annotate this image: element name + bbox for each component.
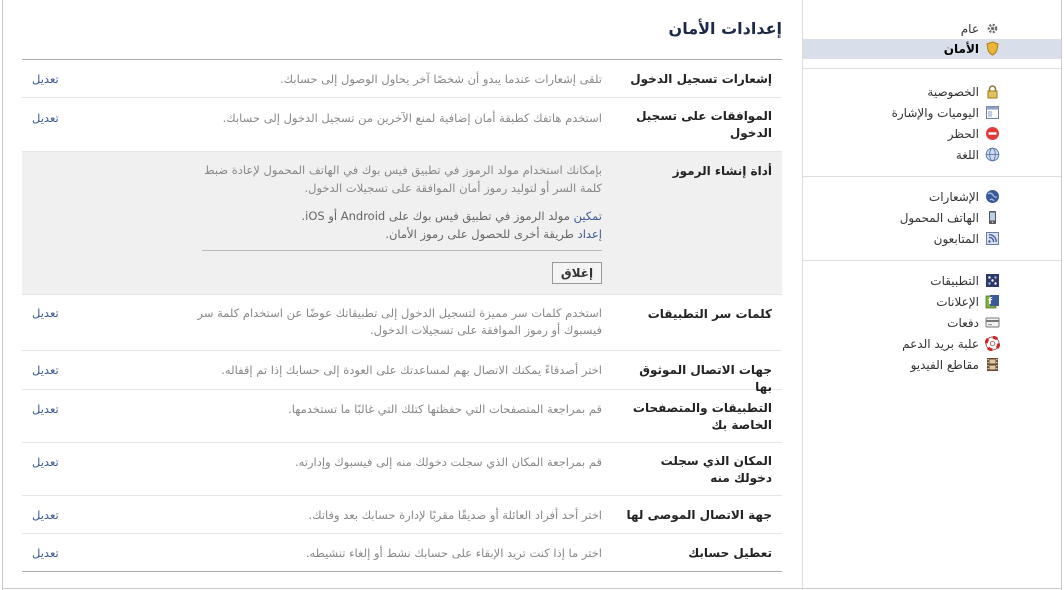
row-description: اختر أصدقاءً يمكنك الاتصال بهم لمساعدتك على العودة إلى حسابك إذا تم إقفاله. [221, 363, 602, 377]
sidebar-item-label: علبة بريد الدعم [902, 337, 979, 351]
sidebar-item-label: الهاتف المحمول [899, 211, 979, 225]
notifications-globe-icon [985, 189, 1000, 204]
sidebar-item-label: الإشعارات [928, 190, 979, 204]
setup-text: طريقة أخرى للحصول على رموز الأمان. [385, 227, 574, 241]
settings-row-trusted-contacts [22, 351, 782, 394]
row-label: المكان الذي سجلت دخولك منه [660, 454, 772, 485]
settings-sidebar [803, 0, 1061, 590]
sidebar-item-privacy[interactable] [927, 82, 979, 102]
rss-icon [985, 231, 1000, 246]
apps-icon [985, 273, 1000, 288]
sidebar-item-label: دفعات [947, 316, 979, 330]
code-generator-enable-line [182, 207, 602, 225]
row-label: جهات الاتصال الموثوق بها [639, 363, 772, 394]
svg-text:f: f [988, 297, 993, 307]
edit-link[interactable]: تعديل [32, 455, 59, 469]
sidebar-item-mobile[interactable] [900, 208, 979, 228]
sidebar-item-label: الإعلانات [936, 295, 979, 309]
row-description: استخدم هاتفك كطبقة أمان إضافية لمنع الآخرين من تسجيل الدخول إلى حسابك. [222, 111, 602, 125]
expanded-section-divider [202, 250, 602, 251]
row-label: تعطيل حسابك [688, 546, 772, 560]
ads-icon [985, 294, 1000, 309]
settings-row-login-approvals [22, 98, 782, 152]
sidebar-item-label: مقاطع الفيديو [910, 358, 979, 372]
code-generator-setup-line [182, 225, 602, 243]
row-label: جهة الاتصال الموصى لها [626, 508, 772, 522]
block-icon [985, 126, 1000, 141]
sidebar-item-followers[interactable] [934, 229, 979, 249]
row-label: التطبيقات والمتصفحات الخاصة بك [632, 401, 772, 432]
close-button[interactable]: إغلاق [552, 262, 602, 284]
row-description: استخدم كلمات سر مميزة لتسجيل الدخول إلى تطبيقاتك عوضًا عن استخدام كلمة سر فيسبوك أو رموز الموافقة على تسجيلات الدخول. [197, 306, 602, 337]
sidebar-item-timeline-tagging[interactable] [892, 103, 979, 123]
sidebar-item-videos[interactable] [911, 355, 979, 375]
edit-link[interactable]: تعديل [32, 508, 59, 522]
frame-border-left [2, 0, 3, 590]
edit-link[interactable]: تعديل [32, 402, 59, 416]
support-lifebuoy-icon [985, 336, 1000, 351]
sidebar-item-payments[interactable] [947, 313, 979, 333]
row-description: تلقى إشعارات عندما يبدو أن شخصًا آخر يحاول الوصول إلى حسابك. [280, 72, 602, 86]
row-description: قم بمراجعة المتصفحات التي حفظتها كتلك التي غالبًا ما تستخدمها. [288, 402, 602, 416]
lock-icon [985, 84, 1000, 99]
timeline-icon [985, 105, 1000, 120]
settings-row-app-passwords [22, 295, 782, 351]
sidebar-item-security[interactable] [803, 39, 1061, 59]
edit-link[interactable]: تعديل [32, 546, 59, 560]
sidebar-item-ads[interactable] [936, 292, 993, 312]
settings-row-legacy-contact [22, 496, 782, 534]
sidebar-item-label: الخصوصية [927, 85, 979, 99]
sidebar-item-label: عام [960, 22, 979, 36]
gear-icon [985, 21, 1000, 36]
sidebar-item-label: الأمان [943, 42, 979, 56]
sidebar-separator [803, 260, 1061, 261]
edit-link[interactable]: تعديل [32, 72, 59, 86]
sidebar-item-label: اللغة [955, 148, 979, 162]
edit-link[interactable]: تعديل [32, 363, 59, 377]
shield-icon [985, 41, 1000, 56]
row-label: كلمات سر التطبيقات [647, 307, 772, 321]
settings-row-login-alerts [22, 60, 782, 98]
row-label: إشعارات تسجيل الدخول [630, 72, 772, 86]
sidebar-item-label: اليوميات والإشارة [891, 106, 979, 120]
film-icon [985, 357, 1000, 372]
sidebar-item-blocking[interactable] [948, 124, 979, 144]
settings-row-apps-browsers [22, 390, 782, 443]
row-label: الموافقات على تسجيل الدخول [636, 109, 772, 140]
setup-link[interactable]: إعداد [577, 227, 602, 241]
enable-text: مولد الرموز في تطبيق فيس بوك على Android أو iOS. [301, 209, 570, 223]
code-generator-description: بإمكانك استخدام مولد الرموز في تطبيق فيس بوك في الهاتف المحمول لإعادة ضبط كلمة السر أو لتوليد رموز أمان الموافقة على تسجيلات الدخول. [203, 163, 602, 195]
settings-row-where-logged-in [22, 443, 782, 496]
edit-link[interactable]: تعديل [32, 111, 59, 125]
sidebar-separator [803, 176, 1061, 177]
payments-card-icon [985, 315, 1000, 330]
enable-link[interactable]: تمكين [573, 209, 602, 223]
row-description: قم بمراجعة المكان الذي سجلت دخولك منه إلى فيسبوك وإدارته. [294, 455, 602, 469]
page-title: إعدادات الأمان [668, 19, 782, 38]
frame-border-right [1061, 0, 1062, 590]
sidebar-item-general[interactable] [961, 19, 979, 39]
sidebar-item-notifications[interactable] [929, 187, 979, 207]
mobile-phone-icon [985, 210, 1000, 225]
sidebar-item-label: الحظر [947, 127, 979, 141]
row-description: اختر أحد أفراد العائلة أو صديقًا مقربًا لإدارة حسابك بعد وفاتك. [308, 508, 602, 522]
row-label: أداة إنشاء الرموز [672, 164, 772, 178]
sidebar-separator [803, 68, 1061, 69]
sidebar-item-support-inbox[interactable] [902, 334, 979, 354]
settings-row-deactivate-account [22, 534, 782, 572]
sidebar-item-label: التطبيقات [930, 274, 979, 288]
sidebar-item-label: المتابعون [933, 232, 979, 246]
settings-row-code-generator [22, 152, 782, 295]
edit-link[interactable]: تعديل [32, 306, 59, 320]
sidebar-item-apps[interactable] [930, 271, 979, 291]
sidebar-item-language[interactable] [956, 145, 979, 165]
row-description: اختر ما إذا كنت تريد الإبقاء على حسابك نشط أو إلغاء تنشيطه. [305, 546, 602, 560]
globe-icon [985, 147, 1000, 162]
